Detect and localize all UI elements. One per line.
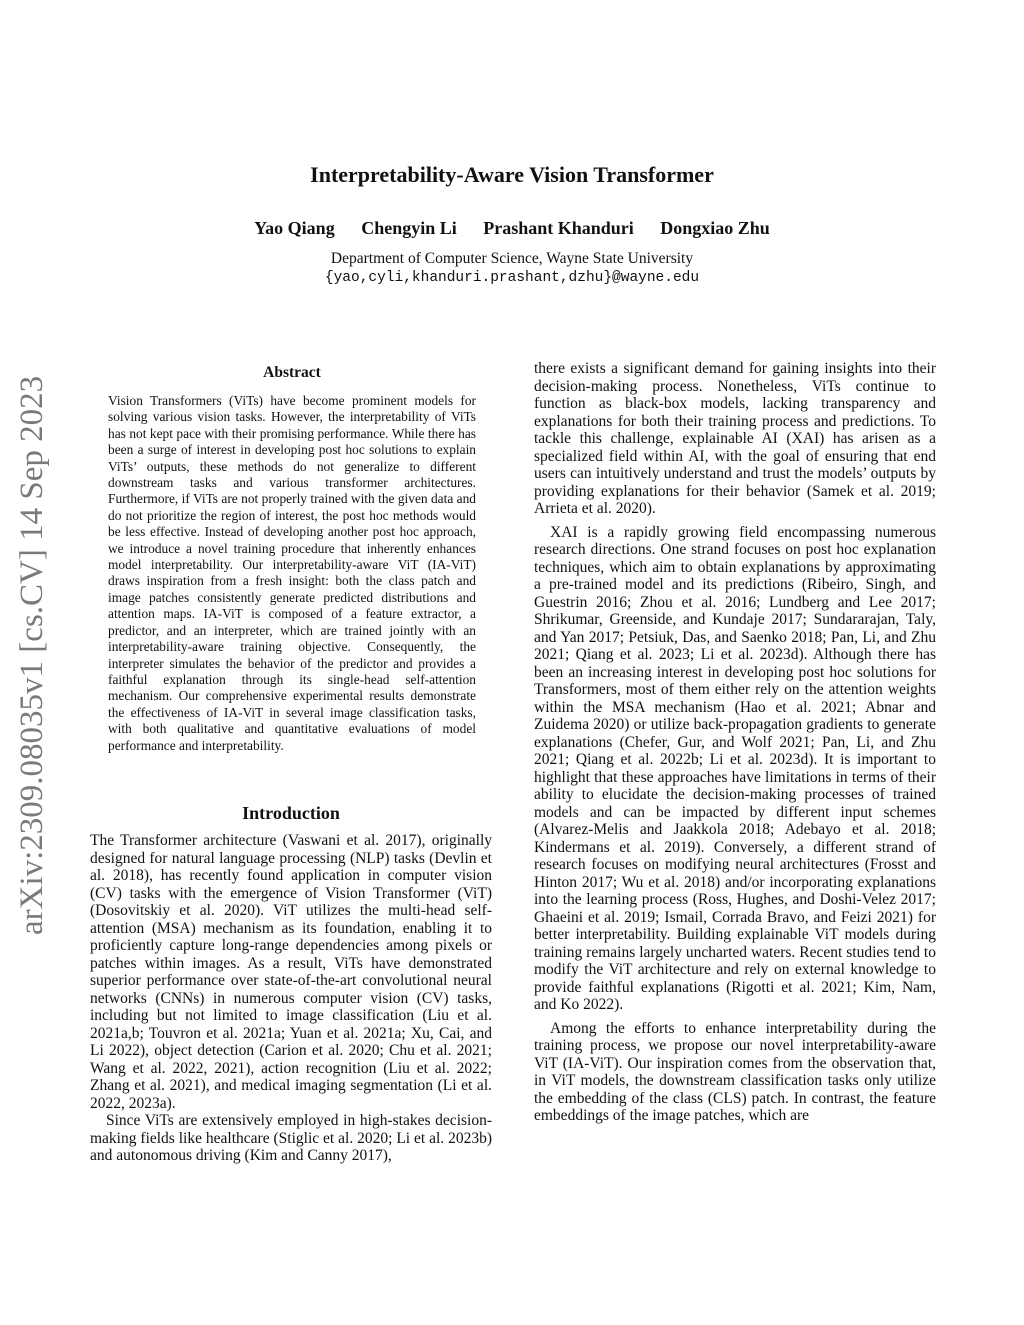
author-list [0, 216, 1024, 240]
right-column [534, 360, 936, 1125]
author-emails[interactable]: {yao,cyli,khanduri.prashant,dzhu}@wayne.edu [324, 270, 700, 286]
author-name: Prashant Khanduri [483, 218, 634, 238]
abstract-heading: Abstract [263, 364, 321, 381]
intro-paragraph-5: Among the efforts to enhance interpretability during the training process, we propose our novel interpretability-aware ViT (IA-ViT). Our inspiration comes from the observation that, in ViT models, the downstream classification tasks only utilize the embedding of the class (CLS) patch. In contrast, the feature embeddings of the image patches, which are [534, 1019, 936, 1124]
intro-paragraph-2: Since ViTs are extensively employed in high-stakes decision-making fields like healthcare (Stiglic et al. 2020; Li et al. 2023b) and autonomous driving (Kim and Canny 2017), [90, 1112, 492, 1164]
author-name: Dongxiao Zhu [660, 218, 770, 238]
affiliation: Department of Computer Science, Wayne State University [330, 250, 694, 267]
intro-paragraph-3: there exists a significant demand for gaining insights into their decision-making process. Nonetheless, ViTs continue to function as black-box models, lacking transparency and explanations for both their training process and predictions. To tackle this challenge, explainable AI (XAI) has arisen as a specialized field within AI, with the goal of ensuring that end users can intuitively understand and trust the models’ outputs by providing explanations for their behavior (Samek et al. 2019; Arrieta et al. 2020). [534, 360, 936, 517]
introduction-heading: Introduction [242, 803, 340, 823]
author-name: Yao Qiang [254, 218, 335, 238]
abstract-text: Vision Transformers (ViTs) have become prominent models for solving various vision tasks. However, the interpretability of ViTs has not kept pace with their promising performance. While there has been a surge of interest in developing post hoc solutions to explain ViTs’ outputs, these methods do not generalize to different downstream tasks and various transformer architectures. Furthermore, if ViTs are not properly trained with the given data and do not prioritize the region of interest, the post hoc methods would be less effective. Instead of developing another post hoc approach, we introduce a novel training procedure that inherently enhances model interpretability. Our interpretability-aware ViT (IA-ViT) draws inspiration from a fresh insight: both the class patch and image patches consistently generate predicted distributions and attention maps. IA-ViT is composed of a feature extractor, a predictor, and an interpreter, which are trained jointly with an interpretability-aware training objective. Consequently, the interpreter simulates the behavior of the predictor and provides a faithful explanation through its single-head self-attention mechanism. Our comprehensive experimental results demonstrate the effectiveness of IA-ViT in several image classification tasks, with both qualitative and quantitative evaluations of model performance and interpretability. [108, 393, 476, 753]
abstract-section [108, 363, 476, 754]
arxiv-stamp[interactable]: arXiv:2309.08035v1 [cs.CV] 14 Sep 2023 [14, 375, 50, 935]
intro-paragraph-1: The Transformer architecture (Vaswani et al. 2017), originally designed for natural language processing (NLP) tasks (Devlin et al. 2018), has recently found application in computer vision (CV) tasks with the emergence of Vision Transformer (ViT) (Dosovitskiy et al. 2020). ViT utilizes the multi-head self-attention (MSA) mechanism as its foundation, enabling it to proficiently capture long-range dependencies among pixels or patches within images. As a result, ViTs have demonstrated superior performance over state-of-the-art convolutional neural networks (CNNs) in numerous computer vision (CV) tasks, including but not limited to image classification (Liu et al. 2021a,b; Touvron et al. 2021a; Yuan et al. 2021a; Xu, Cai, and Li 2022), object detection (Carion et al. 2020; Chu et al. 2021; Wang et al. 2022, 2021), action recognition (Liu et al. 2022; Zhang et al. 2021), and medical imaging segmentation (Li et al. 2022, 2023a). [90, 832, 492, 1112]
paper-title: Interpretability-Aware Vision Transformer [310, 162, 714, 187]
intro-paragraph-4: XAI is a rapidly growing field encompassing numerous research directions. One strand focuses on post hoc explanation techniques, which aim to obtain explanations by approximating a pre-trained model and its predictions (Ribeiro, Singh, and Guestrin 2016; Zhou et al. 2016; Lundberg and Lee 2017; Shrikumar, Greenside, and Kundaje 2017; Sundararajan, Taly, and Yan 2017; Petsiuk, Das, and Saenko 2018; Pan, Li, and Zhu 2021; Qiang et al. 2023; Li et al. 2023d). Although there has been an increasing interest in developing post hoc solutions for Transformers, most of them either rely on the attention weights within the MSA mechanism (Hao et al. 2021; Abnar and Zuidema 2020) or utilize back-propagation gradients to generate explanations (Chefer, Gur, and Wolf 2021; Pan, Li, and Zhu 2021; Qiang et al. 2022b; Li et al. 2023d). It is important to highlight that these approaches have limitations in terms of their ability to elucidate the decision-making processes of trained models and can be impacted by different input schemes (Alvarez-Melis and Jaakkola 2018; Adebayo et al. 2018; Kindermans et al. 2019). Conversely, a different strand of research focuses on modifying neural architectures (Frosst and Hinton 2017; Wu et al. 2018) and/or incorporating explanations into the learning process (Ross, Hughes, and Doshi-Velez 2017; Ghaeini et al. 2019; Ismail, Corrada Bravo, and Feizi 2021) for better interpretability. Building explainable ViT models during training remains largely uncharted waters. Recent studies tend to modify the ViT architecture and rely on external knowledge to provide faithful explanations (Rigotti et al. 2021; Kim, Nam, and Ko 2022). [534, 523, 936, 1013]
author-name: Chengyin Li [361, 218, 457, 238]
left-column [90, 800, 492, 1165]
